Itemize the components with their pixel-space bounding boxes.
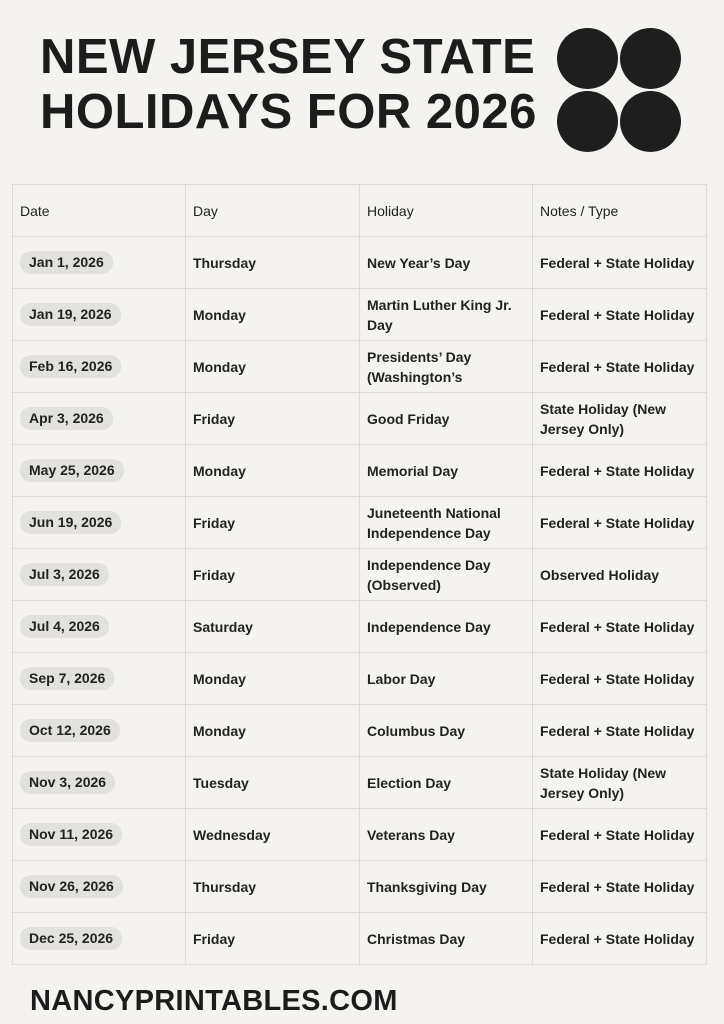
date-badge: Oct 12, 2026 (20, 719, 120, 742)
day-cell: Thursday (186, 861, 360, 913)
holiday-cell (360, 653, 533, 705)
notes-cell: Federal + State Holiday (533, 601, 707, 653)
date-cell (13, 809, 186, 861)
page-title-line-1: NEW JERSEY STATE (40, 30, 536, 84)
day-cell: Thursday (186, 237, 360, 289)
day-cell: Monday (186, 289, 360, 341)
holiday-name: Independence Day (Observed) (367, 556, 491, 593)
table-row (13, 445, 707, 497)
date-cell (13, 705, 186, 757)
notes-cell: Federal + State Holiday (533, 497, 707, 549)
holiday-cell (360, 549, 533, 601)
holiday-cell (360, 341, 533, 393)
holiday-name: Thanksgiving Day (367, 878, 487, 895)
date-cell (13, 653, 186, 705)
circle-bottom-right (620, 91, 681, 152)
date-cell (13, 393, 186, 445)
table-row (13, 913, 707, 965)
holiday-name: Martin Luther King Jr. Day (367, 296, 512, 333)
date-cell (13, 341, 186, 393)
day-cell: Friday (186, 913, 360, 965)
date-badge: Feb 16, 2026 (20, 355, 121, 378)
holiday-cell (360, 393, 533, 445)
notes-cell: Federal + State Holiday (533, 705, 707, 757)
day-cell: Monday (186, 653, 360, 705)
table-row (13, 549, 707, 601)
day-cell: Friday (186, 549, 360, 601)
date-cell (13, 445, 186, 497)
day-cell: Monday (186, 705, 360, 757)
holiday-name: Independence Day (367, 618, 491, 635)
day-cell: Saturday (186, 601, 360, 653)
notes-cell: Federal + State Holiday (533, 809, 707, 861)
column-header-notes: Notes / Type (533, 185, 707, 237)
date-cell (13, 913, 186, 965)
date-badge: Apr 3, 2026 (20, 407, 113, 430)
table-row (13, 341, 707, 393)
holiday-cell (360, 861, 533, 913)
notes-cell: State Holiday (New Jersey Only) (533, 393, 707, 445)
table-header-row (13, 185, 707, 237)
date-cell (13, 549, 186, 601)
circle-top-left (557, 28, 618, 89)
holiday-name: Memorial Day (367, 462, 459, 479)
holiday-cell (360, 601, 533, 653)
circle-bottom-left (557, 91, 618, 152)
holiday-cell (360, 289, 533, 341)
page-title-line-2: HOLIDAYS FOR 2026 (40, 85, 537, 139)
date-badge: Sep 7, 2026 (20, 667, 114, 690)
notes-cell: Federal + State Holiday (533, 289, 707, 341)
notes-cell: Federal + State Holiday (533, 653, 707, 705)
date-badge: Jul 3, 2026 (20, 563, 109, 586)
notes-cell: Federal + State Holiday (533, 445, 707, 497)
date-cell (13, 757, 186, 809)
table-row (13, 497, 707, 549)
holiday-cell (360, 809, 533, 861)
column-header-date: Date (13, 185, 186, 237)
holiday-name: Christmas Day (367, 930, 466, 947)
table-row (13, 237, 707, 289)
holiday-name: Juneteenth National Independence Day (367, 504, 501, 541)
date-cell (13, 861, 186, 913)
site-url: NANCYPRINTABLES.COM (30, 985, 398, 1017)
holiday-name: Presidents’ Day (Washington’s (367, 348, 472, 385)
notes-cell: Observed Holiday (533, 549, 707, 601)
notes-cell: Federal + State Holiday (533, 237, 707, 289)
day-cell: Friday (186, 393, 360, 445)
table-row (13, 653, 707, 705)
day-cell: Wednesday (186, 809, 360, 861)
date-cell (13, 237, 186, 289)
notes-cell: State Holiday (New Jersey Only) (533, 757, 707, 809)
notes-cell: Federal + State Holiday (533, 913, 707, 965)
holiday-name: Labor Day (367, 670, 436, 687)
date-badge: Nov 26, 2026 (20, 875, 123, 898)
holiday-name: Columbus Day (367, 722, 466, 739)
date-badge: Jan 19, 2026 (20, 303, 121, 326)
table-row (13, 705, 707, 757)
table-row (13, 289, 707, 341)
holiday-cell (360, 757, 533, 809)
column-header-day: Day (186, 185, 360, 237)
date-badge: Jun 19, 2026 (20, 511, 121, 534)
date-badge: Jan 1, 2026 (20, 251, 113, 274)
four-circles-icon (557, 28, 681, 152)
date-badge: Jul 4, 2026 (20, 615, 109, 638)
holiday-name: Good Friday (367, 410, 450, 427)
circle-top-right (620, 28, 681, 89)
holiday-name: Election Day (367, 774, 452, 791)
table-row (13, 809, 707, 861)
day-cell: Friday (186, 497, 360, 549)
date-cell (13, 497, 186, 549)
day-cell: Monday (186, 341, 360, 393)
column-header-holiday: Holiday (360, 185, 533, 237)
date-badge: Nov 11, 2026 (20, 823, 122, 846)
date-cell (13, 601, 186, 653)
notes-cell: Federal + State Holiday (533, 861, 707, 913)
holiday-cell (360, 237, 533, 289)
holiday-cell (360, 913, 533, 965)
date-badge: May 25, 2026 (20, 459, 124, 482)
table-row (13, 393, 707, 445)
notes-cell: Federal + State Holiday (533, 341, 707, 393)
date-badge: Nov 3, 2026 (20, 771, 115, 794)
day-cell: Monday (186, 445, 360, 497)
table-row (13, 861, 707, 913)
holiday-table (12, 184, 707, 965)
holiday-cell (360, 705, 533, 757)
table-row (13, 601, 707, 653)
holiday-name: Veterans Day (367, 826, 455, 843)
holiday-cell (360, 445, 533, 497)
holiday-cell (360, 497, 533, 549)
table-row (13, 757, 707, 809)
date-badge: Dec 25, 2026 (20, 927, 122, 950)
date-cell (13, 289, 186, 341)
day-cell: Tuesday (186, 757, 360, 809)
holiday-name: New Year’s Day (367, 254, 471, 271)
page-title (40, 30, 537, 140)
